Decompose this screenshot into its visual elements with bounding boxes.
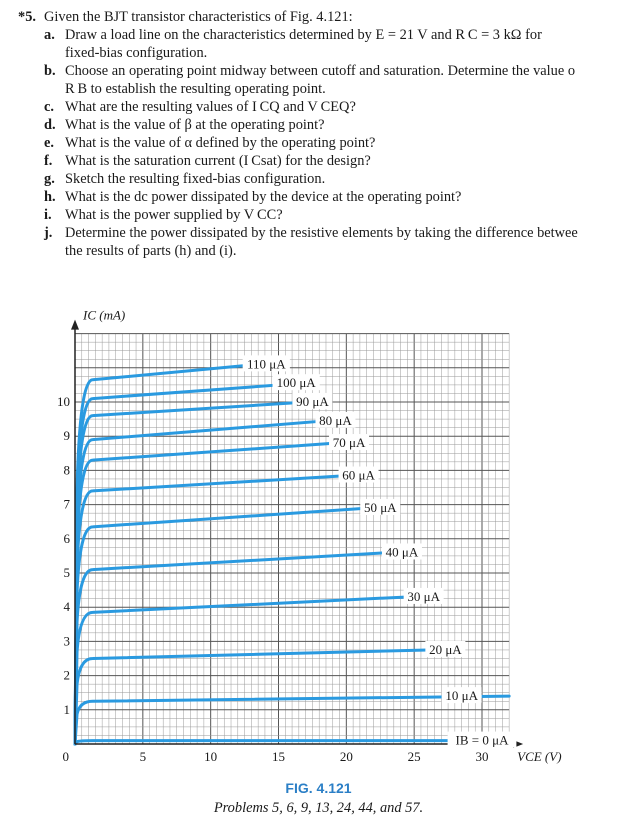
part-label: j. xyxy=(44,225,53,241)
y-tick-label: 6 xyxy=(63,530,70,546)
curve-label: IB = 0 μA xyxy=(455,732,509,748)
curve-label: 20 μA xyxy=(429,641,462,657)
part-label: i. xyxy=(44,207,52,223)
y-tick-label: 3 xyxy=(63,633,70,649)
y-axis-title: IC (mA) xyxy=(83,307,126,323)
y-tick-label: 1 xyxy=(63,701,70,717)
part-text: What is the saturation current (I Csat) for the design? xyxy=(65,153,371,169)
curve-label: 110 μA xyxy=(246,356,286,372)
characteristic-curve xyxy=(75,597,407,744)
part-text: What is the value of β at the operating point? xyxy=(65,117,325,133)
y-tick-label: 2 xyxy=(63,667,70,683)
x-tick-label: 25 xyxy=(407,749,421,764)
part-label: g. xyxy=(44,171,55,187)
curve-label: 100 μA xyxy=(276,375,316,391)
y-tick-label: 7 xyxy=(63,496,70,512)
x-tick-label: 15 xyxy=(272,749,285,764)
x-tick-label: 5 xyxy=(139,749,147,764)
part-label: d. xyxy=(44,117,56,133)
part-text: What is the power supplied by V CC? xyxy=(65,207,283,223)
origin-label: 0 xyxy=(62,749,69,764)
part-text: What are the resulting values of I CQ and V CEQ? xyxy=(65,99,356,115)
part-text: Choose an operating point midway between cutoff and saturation. Determine the value o xyxy=(65,63,576,79)
figure-label: FIG. 4.121 xyxy=(285,780,352,796)
curve-label: 50 μA xyxy=(363,500,397,516)
y-tick-label: 4 xyxy=(63,599,70,615)
curve-label: 30 μA xyxy=(407,588,440,604)
problem-number: *5. xyxy=(18,9,36,25)
part-text: Sketch the resulting fixed-bias configuration. xyxy=(65,171,326,187)
curve-label: 90 μA xyxy=(296,394,329,409)
problem-intro: Given the BJT transistor characteristics of Fig. 4.121: xyxy=(44,9,353,25)
x-tick-label: 30 xyxy=(475,749,489,764)
part-text-continued: the results of parts (h) and (i). xyxy=(65,243,237,259)
curve-label: 10 μA xyxy=(445,688,478,704)
part-label: f. xyxy=(44,153,53,169)
part-label: c. xyxy=(44,99,54,115)
y-tick-label: 5 xyxy=(63,565,70,580)
x-axis-title: VCE (V) xyxy=(517,749,562,764)
y-tick-label: 8 xyxy=(63,462,70,478)
part-text: Draw a load line on the characteristics determined by E = 21 V and R C = 3 kΩ for xyxy=(65,27,542,43)
characteristic-curve xyxy=(75,364,258,744)
y-tick-label: 10 xyxy=(57,394,70,409)
curve-label: 40 μA xyxy=(385,544,419,560)
y-axis-arrow xyxy=(71,320,79,330)
curve-label: 70 μA xyxy=(332,435,366,451)
part-text: Determine the power dissipated by the resistive elements by taking the difference betwee xyxy=(65,225,578,241)
part-label: h. xyxy=(44,189,56,205)
part-text-continued: R B to establish the resulting operating point. xyxy=(65,81,326,97)
part-text: What is the value of α defined by the operating point? xyxy=(65,135,376,151)
x-tick-label: 20 xyxy=(339,749,353,764)
part-label: b. xyxy=(44,63,56,79)
curve-label: 80 μA xyxy=(319,412,352,428)
curve-label: 60 μA xyxy=(342,467,375,483)
part-text: What is the dc power dissipated by the device at the operating point? xyxy=(65,189,462,205)
characteristic-curve xyxy=(75,421,326,744)
part-text-continued: fixed-bias configuration. xyxy=(65,45,208,61)
part-label: a. xyxy=(44,27,55,43)
y-tick-label: 9 xyxy=(63,428,70,444)
characteristic-curve xyxy=(75,508,369,744)
part-label: e. xyxy=(44,135,54,151)
figure-problems: Problems 5, 6, 9, 13, 24, 44, and 57. xyxy=(213,800,424,816)
x-tick-label: 10 xyxy=(204,749,218,764)
